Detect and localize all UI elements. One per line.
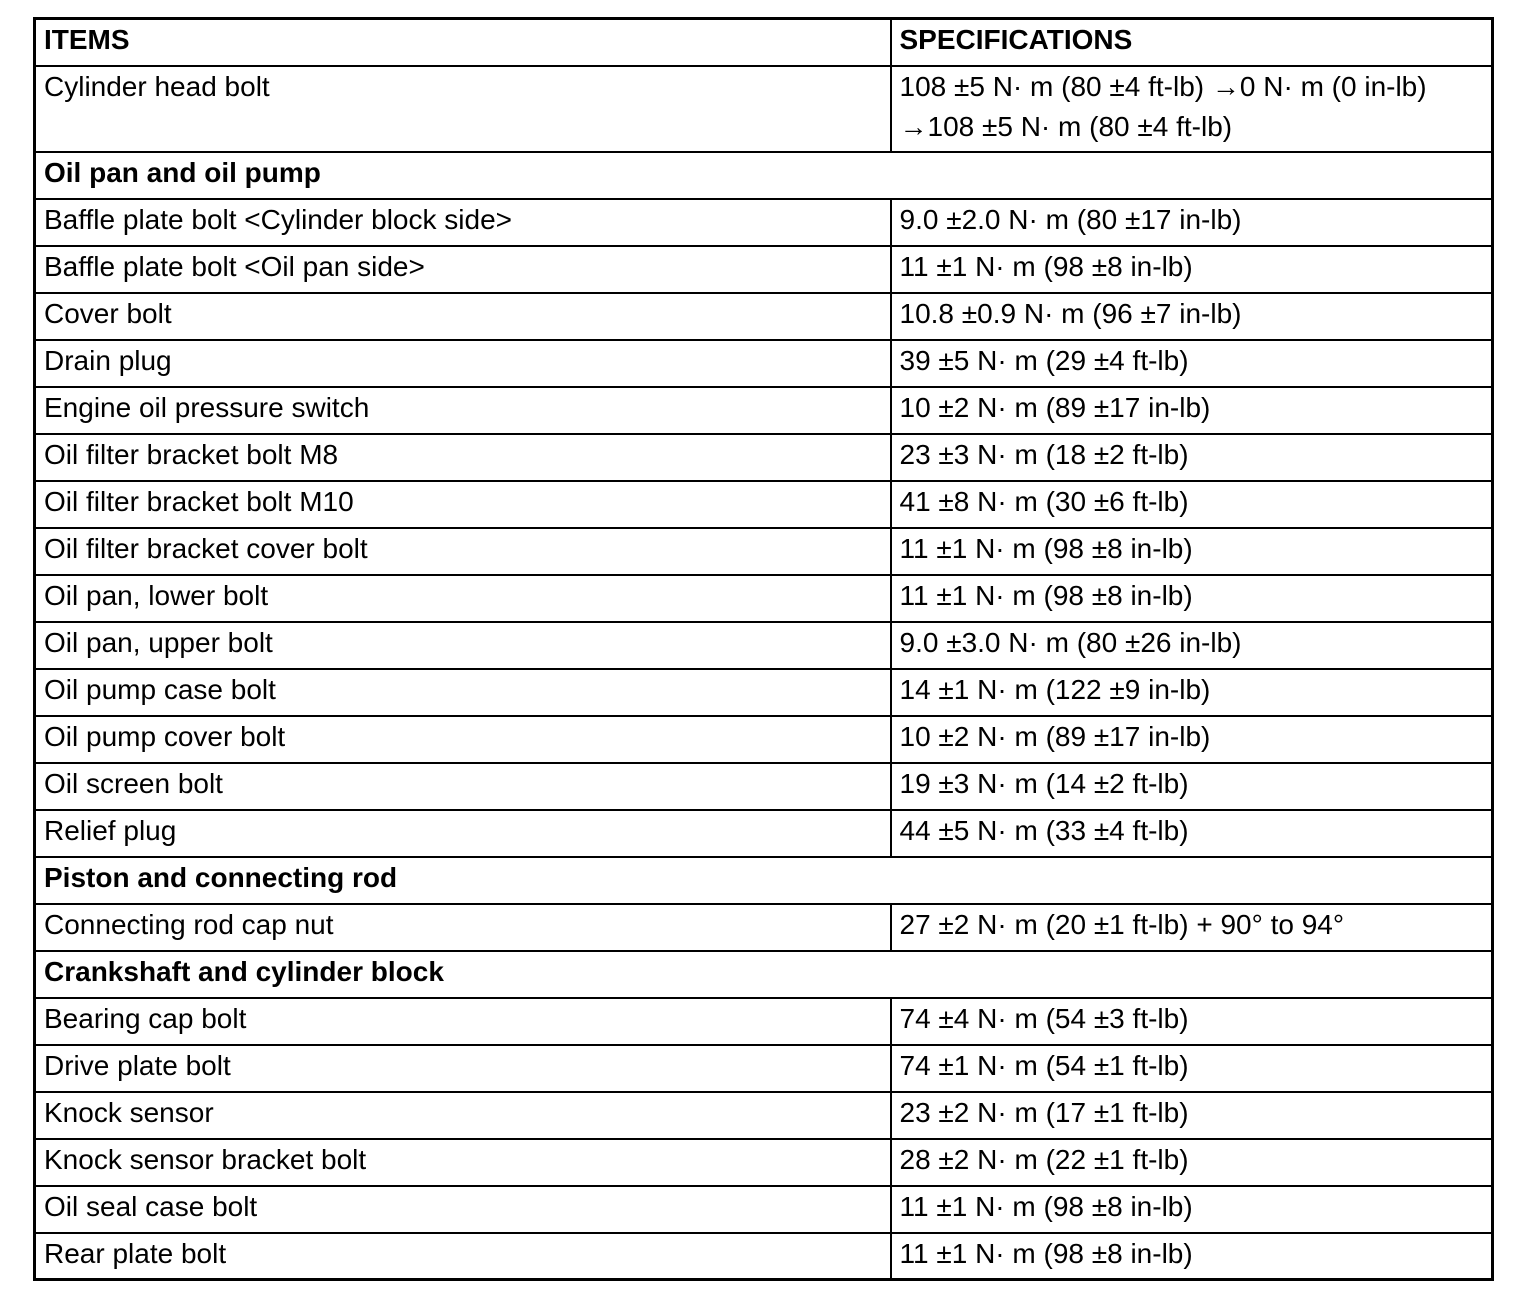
spec-cell: 11 ±1 N· m (98 ±8 in-lb) (891, 1186, 1493, 1233)
table-row (35, 1045, 1493, 1092)
spec-line: 108 ±5 N· m (80 ±4 ft-lb) →0 N· m (0 in-lb) (899, 70, 1427, 102)
item-cell: Connecting rod cap nut (35, 904, 891, 951)
section-title: Oil pan and oil pump (35, 152, 1493, 199)
spec-cell: 74 ±4 N· m (54 ±3 ft-lb) (891, 998, 1493, 1045)
spec-cell: 11 ±1 N· m (98 ±8 in-lb) (891, 528, 1493, 575)
spec-cell: 74 ±1 N· m (54 ±1 ft-lb) (891, 1045, 1493, 1092)
spec-cell: 14 ±1 N· m (122 ±9 in-lb) (891, 669, 1493, 716)
table-row (35, 1139, 1493, 1186)
item-cell: Oil seal case bolt (35, 1186, 891, 1233)
table-row (35, 716, 1493, 763)
item-cell: Cylinder head bolt (35, 66, 891, 152)
table-row (35, 199, 1493, 246)
spec-cell: 41 ±8 N· m (30 ±6 ft-lb) (891, 481, 1493, 528)
spec-cell: 10 ±2 N· m (89 ±17 in-lb) (891, 716, 1493, 763)
item-cell: Oil pan, upper bolt (35, 622, 891, 669)
spec-cell: 44 ±5 N· m (33 ±4 ft-lb) (891, 810, 1493, 857)
table-row (35, 434, 1493, 481)
spec-line: →108 ±5 N· m (80 ±4 ft-lb) (899, 110, 1233, 142)
spec-cell: 9.0 ±2.0 N· m (80 ±17 in-lb) (891, 199, 1493, 246)
item-cell: Oil pan, lower bolt (35, 575, 891, 622)
spec-cell: 39 ±5 N· m (29 ±4 ft-lb) (891, 340, 1493, 387)
section-title: Piston and connecting rod (35, 857, 1493, 904)
table-row (35, 1092, 1493, 1139)
item-cell: Oil filter bracket cover bolt (35, 528, 891, 575)
table-row (35, 1233, 1493, 1280)
section-title: Crankshaft and cylinder block (35, 951, 1493, 998)
spec-cell: 11 ±1 N· m (98 ±8 in-lb) (891, 246, 1493, 293)
table-row (35, 340, 1493, 387)
table-row (35, 622, 1493, 669)
item-cell: Knock sensor (35, 1092, 891, 1139)
item-cell: Drive plate bolt (35, 1045, 891, 1092)
section-row (35, 152, 1493, 199)
table-row (35, 998, 1493, 1045)
table-row (35, 528, 1493, 575)
header-items: ITEMS (35, 19, 891, 66)
table-row (35, 387, 1493, 434)
item-cell: Drain plug (35, 340, 891, 387)
table-row (35, 904, 1493, 951)
table-row (35, 481, 1493, 528)
item-cell: Cover bolt (35, 293, 891, 340)
table-row (35, 293, 1493, 340)
spec-cell: 23 ±3 N· m (18 ±2 ft-lb) (891, 434, 1493, 481)
item-cell: Knock sensor bracket bolt (35, 1139, 891, 1186)
table-row (35, 246, 1493, 293)
spec-cell: 11 ±1 N· m (98 ±8 in-lb) (891, 575, 1493, 622)
item-cell: Relief plug (35, 810, 891, 857)
item-cell: Oil filter bracket bolt M10 (35, 481, 891, 528)
table-row (35, 763, 1493, 810)
table-row (35, 575, 1493, 622)
spec-cell: 10 ±2 N· m (89 ±17 in-lb) (891, 387, 1493, 434)
item-cell: Oil pump case bolt (35, 669, 891, 716)
section-row (35, 951, 1493, 998)
spec-cell: 23 ±2 N· m (17 ±1 ft-lb) (891, 1092, 1493, 1139)
item-cell: Oil pump cover bolt (35, 716, 891, 763)
item-cell: Engine oil pressure switch (35, 387, 891, 434)
spec-cell: 27 ±2 N· m (20 ±1 ft-lb) + 90° to 94° (891, 904, 1493, 951)
table-row (35, 66, 1493, 152)
table-row (35, 810, 1493, 857)
item-cell: Oil screen bolt (35, 763, 891, 810)
spec-cell: 9.0 ±3.0 N· m (80 ±26 in-lb) (891, 622, 1493, 669)
item-cell: Baffle plate bolt <Cylinder block side> (35, 199, 891, 246)
item-cell: Oil filter bracket bolt M8 (35, 434, 891, 481)
spec-cell (891, 66, 1493, 152)
spec-cell: 28 ±2 N· m (22 ±1 ft-lb) (891, 1139, 1493, 1186)
table-row (35, 1186, 1493, 1233)
spec-cell: 11 ±1 N· m (98 ±8 in-lb) (891, 1233, 1493, 1280)
item-cell: Baffle plate bolt <Oil pan side> (35, 246, 891, 293)
item-cell: Rear plate bolt (35, 1233, 891, 1280)
item-cell: Bearing cap bolt (35, 998, 891, 1045)
torque-spec-table (33, 17, 1494, 1281)
table-row (35, 669, 1493, 716)
header-row (35, 19, 1493, 66)
spec-cell: 19 ±3 N· m (14 ±2 ft-lb) (891, 763, 1493, 810)
spec-cell: 10.8 ±0.9 N· m (96 ±7 in-lb) (891, 293, 1493, 340)
section-row (35, 857, 1493, 904)
header-specifications: SPECIFICATIONS (891, 19, 1493, 66)
